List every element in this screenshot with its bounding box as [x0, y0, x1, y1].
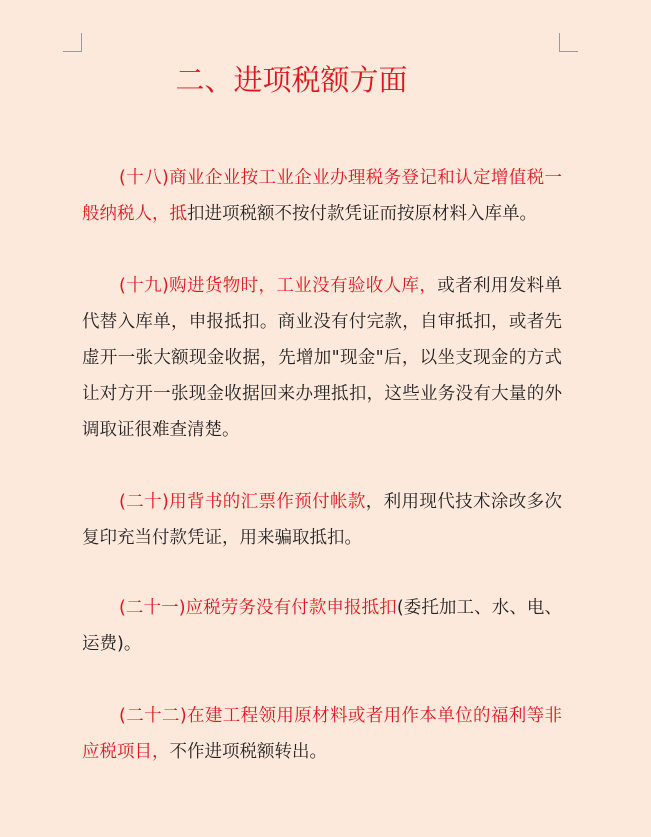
paragraph-21-text: (委托加工、水、电、运费)。 — [82, 598, 563, 654]
paragraph-18-highlight: (十八)商业企业按工业企业办理税务登记和认定增值税一般纳税人，抵 — [82, 168, 562, 224]
paragraph-21 — [82, 590, 562, 662]
paragraph-18-text: 扣进项税额不按付款凭证而按原材料入库单。 — [187, 204, 537, 224]
paragraph-22 — [82, 698, 562, 770]
paragraph-18 — [82, 160, 562, 232]
page-corner-mark-top-right — [559, 33, 578, 52]
paragraph-20-highlight: (二十)用背书的汇票作预付帐款 — [119, 492, 366, 512]
section-title: 二、进项税额方面 — [175, 63, 408, 97]
paragraph-22-text: 不作进项税额转出。 — [169, 742, 327, 762]
document-body — [82, 160, 562, 770]
paragraph-19 — [82, 268, 562, 448]
page-corner-mark-top-left — [63, 33, 82, 52]
paragraph-19-text: 或者利用发料单代替入库单，申报抵扣。商业没有付完款，自审抵扣，或者先虚开一张大额现金收据，先增加"现金"后，以坐支现金的方式让对方开一张现金收据回来办理抵扣，这些业务没有大量的外调取证很难查清楚。 — [82, 276, 563, 440]
paragraph-20-text: ，利用现代技术涂改多次复印充当付款凭证，用来骗取抵扣。 — [82, 492, 563, 548]
paragraph-20 — [82, 484, 562, 556]
paragraph-21-highlight: (二十一)应税劳务没有付款申报抵扣 — [119, 598, 397, 618]
paragraph-22-highlight: (二十二)在建工程领用原材料或者用作本单位的福利等非应税项目， — [82, 706, 562, 762]
paragraph-19-highlight: (十九)购进货物时，工业没有验收人库， — [119, 276, 438, 296]
